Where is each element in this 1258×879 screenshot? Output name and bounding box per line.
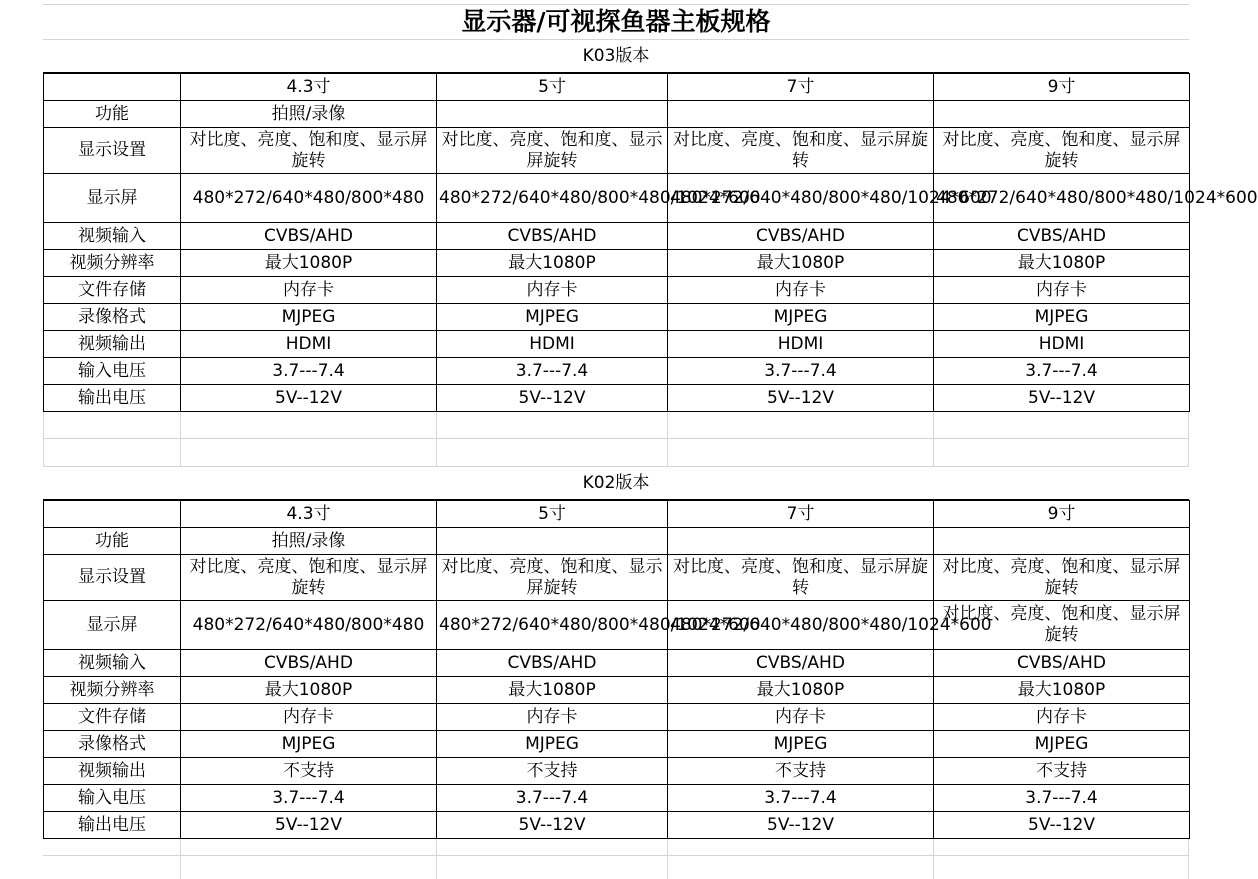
table-cell: 最大1080P (437, 677, 668, 704)
table-cell: 不支持 (181, 758, 437, 785)
table-cell: MJPEG (934, 304, 1190, 331)
table-cell: 最大1080P (181, 677, 437, 704)
table-row (44, 528, 1190, 555)
table-cell: CVBS/AHD (437, 650, 668, 677)
table-cell: MJPEG (934, 731, 1190, 758)
table-cell: 480*272/640*480/800*480/1024*600 (437, 601, 668, 650)
row-label-cell: 视频输入 (44, 223, 181, 250)
spec-table-k02 (43, 500, 1190, 839)
table-cell: 3.7---7.4 (934, 358, 1190, 385)
table-row (44, 331, 1190, 358)
table-cell: HDMI (181, 331, 437, 358)
row-label-cell (44, 74, 181, 101)
table-row (44, 785, 1190, 812)
table-cell: 5寸 (437, 74, 668, 101)
table-cell: 5V--12V (934, 812, 1190, 839)
table-cell: 3.7---7.4 (437, 358, 668, 385)
table-cell: 480*272/640*480/800*480 (181, 601, 437, 650)
blank-rows (43, 412, 1189, 466)
table-cell: 5V--12V (668, 812, 934, 839)
table-cell: 对比度、亮度、饱和度、显示屏旋转 (668, 555, 934, 601)
table-cell: CVBS/AHD (668, 223, 934, 250)
row-label-cell: 视频输出 (44, 758, 181, 785)
version-label-k02: K02版本 (43, 466, 1189, 500)
table-cell: HDMI (934, 331, 1190, 358)
table-cell (934, 528, 1190, 555)
table-cell: 3.7---7.4 (437, 785, 668, 812)
table-cell: MJPEG (181, 731, 437, 758)
table-cell: 内存卡 (437, 277, 668, 304)
table-cell: 内存卡 (934, 277, 1190, 304)
version-label-k03: K03版本 (43, 40, 1189, 73)
table-cell: 9寸 (934, 501, 1190, 528)
table-cell: 4.3寸 (181, 501, 437, 528)
table-cell: 5寸 (437, 501, 668, 528)
table-cell: MJPEG (668, 731, 934, 758)
table-cell: MJPEG (437, 731, 668, 758)
row-label-cell: 显示屏 (44, 601, 181, 650)
table-cell: MJPEG (437, 304, 668, 331)
table-cell: 480*272/640*480/800*480/1024*600 (934, 174, 1190, 223)
table-row (44, 174, 1190, 223)
table-cell (437, 101, 668, 128)
row-label-cell: 输出电压 (44, 812, 181, 839)
blank-rows (43, 839, 1189, 879)
table-row (44, 385, 1190, 412)
table-cell: 内存卡 (181, 277, 437, 304)
table-row (44, 650, 1190, 677)
table-row (44, 704, 1190, 731)
table-cell: 5V--12V (181, 812, 437, 839)
table-cell: 3.7---7.4 (668, 358, 934, 385)
table-cell: 5V--12V (437, 812, 668, 839)
table-cell: 最大1080P (668, 250, 934, 277)
table-cell (668, 101, 934, 128)
table-cell: 3.7---7.4 (934, 785, 1190, 812)
row-label-cell: 功能 (44, 101, 181, 128)
table-cell: HDMI (668, 331, 934, 358)
table-cell: 7寸 (668, 74, 934, 101)
table-cell: 480*272/640*480/800*480/1024*600 (437, 174, 668, 223)
row-label-cell: 文件存储 (44, 277, 181, 304)
spec-sheet (43, 4, 1258, 879)
table-cell: 不支持 (668, 758, 934, 785)
table-cell: 对比度、亮度、饱和度、显示屏旋转 (437, 128, 668, 174)
table-row (44, 250, 1190, 277)
table-cell: 9寸 (934, 74, 1190, 101)
table-cell: 480*272/640*480/800*480/1024*600 (668, 174, 934, 223)
table-cell: CVBS/AHD (437, 223, 668, 250)
row-label-cell: 输出电压 (44, 385, 181, 412)
table-cell: 5V--12V (437, 385, 668, 412)
table-cell: 对比度、亮度、饱和度、显示屏旋转 (934, 128, 1190, 174)
table-row (44, 223, 1190, 250)
table-cell (934, 101, 1190, 128)
table-cell: 内存卡 (181, 704, 437, 731)
table-cell: 3.7---7.4 (181, 358, 437, 385)
table-header-row (44, 501, 1190, 528)
table-cell: MJPEG (181, 304, 437, 331)
table-cell: 最大1080P (934, 677, 1190, 704)
row-label-cell: 视频分辨率 (44, 250, 181, 277)
table-cell: 内存卡 (668, 277, 934, 304)
page-title: 显示器/可视探鱼器主板规格 (43, 4, 1189, 40)
row-label-cell: 功能 (44, 528, 181, 555)
table-cell: 对比度、亮度、饱和度、显示屏旋转 (181, 128, 437, 174)
table-row (44, 758, 1190, 785)
row-label-cell: 视频输出 (44, 331, 181, 358)
table-cell: 3.7---7.4 (181, 785, 437, 812)
table-row (44, 601, 1190, 650)
table-cell: 480*272/640*480/800*480 (181, 174, 437, 223)
table-cell: 内存卡 (934, 704, 1190, 731)
row-label-cell: 文件存储 (44, 704, 181, 731)
table-cell: 最大1080P (668, 677, 934, 704)
table-row (44, 677, 1190, 704)
table-cell: MJPEG (668, 304, 934, 331)
row-label-cell: 视频输入 (44, 650, 181, 677)
table-cell: 3.7---7.4 (668, 785, 934, 812)
table-cell: 对比度、亮度、饱和度、显示屏旋转 (934, 601, 1190, 650)
row-label-cell: 视频分辨率 (44, 677, 181, 704)
table-cell: CVBS/AHD (934, 650, 1190, 677)
row-label-cell: 输入电压 (44, 358, 181, 385)
row-label-cell: 显示设置 (44, 555, 181, 601)
table-cell: 对比度、亮度、饱和度、显示屏旋转 (437, 555, 668, 601)
table-cell: 最大1080P (181, 250, 437, 277)
table-cell: 不支持 (934, 758, 1190, 785)
table-cell: 对比度、亮度、饱和度、显示屏旋转 (668, 128, 934, 174)
table-row (44, 731, 1190, 758)
table-cell: 内存卡 (437, 704, 668, 731)
table-cell: 拍照/录像 (181, 528, 437, 555)
table-row (44, 277, 1190, 304)
table-cell: CVBS/AHD (934, 223, 1190, 250)
table-cell: 7寸 (668, 501, 934, 528)
table-cell: 内存卡 (668, 704, 934, 731)
row-label-cell (44, 501, 181, 528)
table-cell: 对比度、亮度、饱和度、显示屏旋转 (934, 555, 1190, 601)
table-cell: 480*272/640*480/800*480/1024*600 (668, 601, 934, 650)
row-label-cell: 显示设置 (44, 128, 181, 174)
table-header-row (44, 74, 1190, 101)
table-row (44, 101, 1190, 128)
row-label-cell: 录像格式 (44, 731, 181, 758)
table-row (44, 812, 1190, 839)
table-row (44, 555, 1190, 601)
table-row (44, 304, 1190, 331)
table-cell (437, 528, 668, 555)
row-label-cell: 录像格式 (44, 304, 181, 331)
table-row (44, 128, 1190, 174)
table-cell: HDMI (437, 331, 668, 358)
table-cell: 5V--12V (668, 385, 934, 412)
table-cell: 5V--12V (181, 385, 437, 412)
spec-table-k03 (43, 73, 1258, 412)
table-cell: CVBS/AHD (181, 223, 437, 250)
table-cell: 不支持 (437, 758, 668, 785)
table-cell: 5V--12V (934, 385, 1190, 412)
table-cell: 拍照/录像 (181, 101, 437, 128)
table-cell: 对比度、亮度、饱和度、显示屏旋转 (181, 555, 437, 601)
row-label-cell: 显示屏 (44, 174, 181, 223)
table-cell: 4.3寸 (181, 74, 437, 101)
table-cell: 最大1080P (437, 250, 668, 277)
table-cell (668, 528, 934, 555)
table-cell: CVBS/AHD (181, 650, 437, 677)
table-cell: 最大1080P (934, 250, 1190, 277)
row-label-cell: 输入电压 (44, 785, 181, 812)
table-row (44, 358, 1190, 385)
table-cell: CVBS/AHD (668, 650, 934, 677)
